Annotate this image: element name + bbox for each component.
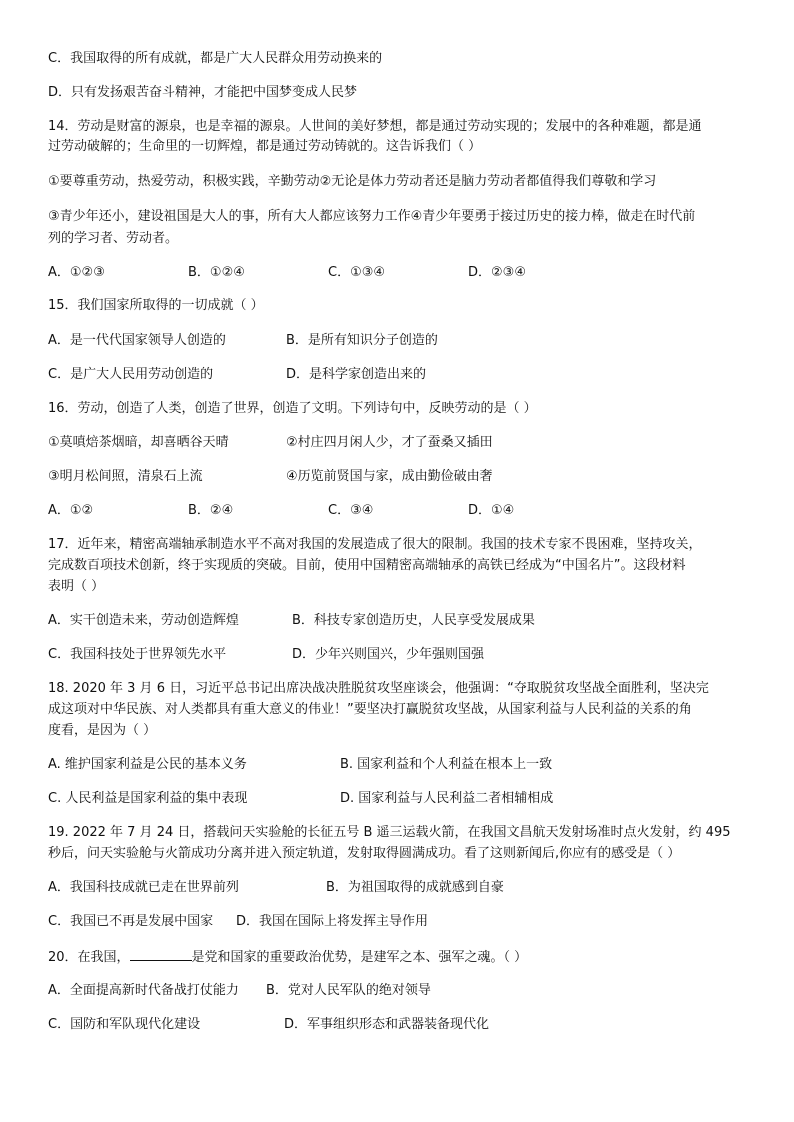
- q16-statement-4: ④历览前贤国与家，成由勤俭破由奢: [286, 469, 493, 484]
- q18-option-b: B. 国家利益和个人利益在根本上一致: [340, 757, 553, 772]
- q14-option-c: C．①③④: [328, 265, 386, 280]
- q14-statement-line-2: ③青少年还小，建设祖国是大人的事，所有大人都应该努力工作④青少年要勇于接过历史的接力棒，做走在时代前: [48, 209, 696, 224]
- q15-stem: 15．我们国家所取得的一切成就（ ）: [48, 298, 264, 313]
- q20-option-b: B．党对人民军队的绝对领导: [266, 983, 431, 998]
- q16-statement-1: ①莫嗔焙茶烟暗，却喜晒谷天晴: [48, 435, 229, 450]
- q16-option-d: D．①④: [468, 503, 515, 518]
- q20-stem-suffix: 是党和国家的重要政治优势，是建军之本、强军之魂。（ ）: [191, 950, 528, 965]
- q14-option-b: B．①②④: [188, 265, 245, 280]
- q18-stem-line-2: 成这项对中华民族、对人类都具有重大意义的伟业！”要坚决打赢脱贫攻坚战，从国家利益与人民利益的关系的角: [48, 702, 692, 717]
- q20-stem: [48, 947, 527, 967]
- q18-option-a: A. 维护国家利益是公民的基本义务: [48, 757, 247, 772]
- q18-stem-line-3: 度看，是因为（ ）: [48, 723, 157, 738]
- q19-option-a: A．我国科技成就已走在世界前列: [48, 880, 239, 895]
- q17-stem-line-1: 17．近年来，精密高端轴承制造水平不高对我国的发展造成了很大的限制。我国的技术专家不畏困难，坚持攻关，: [48, 537, 702, 552]
- q13-option-c: C．我国取得的所有成就，都是广大人民群众用劳动换来的: [48, 51, 383, 66]
- q18-stem-line-1: 18. 2020 年 3 月 6 日，习近平总书记出席决战决胜脱贫攻坚座谈会，他强调：“夺取脱贫攻坚战全面胜利，坚决完: [48, 681, 709, 696]
- q16-option-a: A．①②: [48, 503, 94, 518]
- q17-option-d: D．少年兴则国兴，少年强则国强: [292, 647, 485, 662]
- q15-option-a: A．是一代代国家领导人创造的: [48, 333, 226, 348]
- q20-option-d: D．军事组织形态和武器装备现代化: [284, 1017, 490, 1032]
- q14-statement-line-3: 列的学习者、劳动者。: [48, 231, 179, 246]
- q20-option-a: A．全面提高新时代备战打仗能力: [48, 983, 239, 998]
- q16-option-b: B．②④: [188, 503, 234, 518]
- q15-option-d: D．是科学家创造出来的: [286, 367, 427, 382]
- q19-option-b: B．为祖国取得的成就感到自豪: [326, 880, 504, 895]
- q20-answer-blank: [130, 947, 192, 961]
- q17-option-c: C．我国科技处于世界领先水平: [48, 647, 227, 662]
- q19-option-c: C．我国已不再是发展中国家: [48, 914, 214, 929]
- q17-option-a: A．实干创造未来，劳动创造辉煌: [48, 613, 239, 628]
- q13-option-d: D．只有发扬艰苦奋斗精神，才能把中国梦变成人民梦: [48, 85, 358, 100]
- q17-stem-line-3: 表明（ ）: [48, 579, 105, 594]
- q16-statement-2: ②村庄四月闲人少，才了蚕桑又插田: [286, 435, 493, 450]
- q15-option-b: B．是所有知识分子创造的: [286, 333, 438, 348]
- q18-option-d: D. 国家利益与人民利益二者相辅相成: [340, 791, 554, 806]
- q16-option-c: C．③④: [328, 503, 374, 518]
- q16-statement-3: ③明月松间照，清泉石上流: [48, 469, 203, 484]
- q19-option-d: D．我国在国际上将发挥主导作用: [236, 914, 429, 929]
- q17-stem-line-2: 完成数百项技术创新，终于实现质的突破。目前，使用中国精密高端轴承的高铁已经成为“中国名片”。这段材料: [48, 558, 686, 573]
- q16-stem: 16．劳动，创造了人类，创造了世界，创造了文明。下列诗句中，反映劳动的是（ ）: [48, 401, 537, 416]
- q20-stem-prefix: 20．在我国，: [48, 950, 130, 965]
- q19-stem-line-2: 秒后，问天实验舱与火箭成功分离并进入预定轨道，发射取得圆满成功。看了这则新闻后,你应有的感受是（ ）: [48, 846, 681, 861]
- q20-option-c: C．国防和军队现代化建设: [48, 1017, 201, 1032]
- q15-option-c: C．是广大人民用劳动创造的: [48, 367, 214, 382]
- q14-option-d: D．②③④: [468, 265, 526, 280]
- q14-stem-line-2: 过劳动破解的；生命里的一切辉煌，都是通过劳动铸就的。这告诉我们（ ）: [48, 139, 482, 154]
- q14-statement-line-1: ①要尊重劳动，热爱劳动，积极实践，辛勤劳动②无论是体力劳动者还是脑力劳动者都值得我们尊敬和学习: [48, 174, 657, 189]
- q17-option-b: B．科技专家创造历史，人民享受发展成果: [292, 613, 535, 628]
- q14-stem-line-1: 14．劳动是财富的源泉，也是幸福的源泉。人世间的美好梦想，都是通过劳动实现的；发展中的各种难题，都是通: [48, 119, 702, 134]
- q19-stem-line-1: 19. 2022 年 7 月 24 日，搭载问天实验舱的长征五号 B 遥三运载火箭，在我国文昌航天发射场准时点火发射，约 495: [48, 825, 731, 840]
- q14-option-a: A．①②③: [48, 265, 105, 280]
- q18-option-c: C. 人民利益是国家利益的集中表现: [48, 791, 248, 806]
